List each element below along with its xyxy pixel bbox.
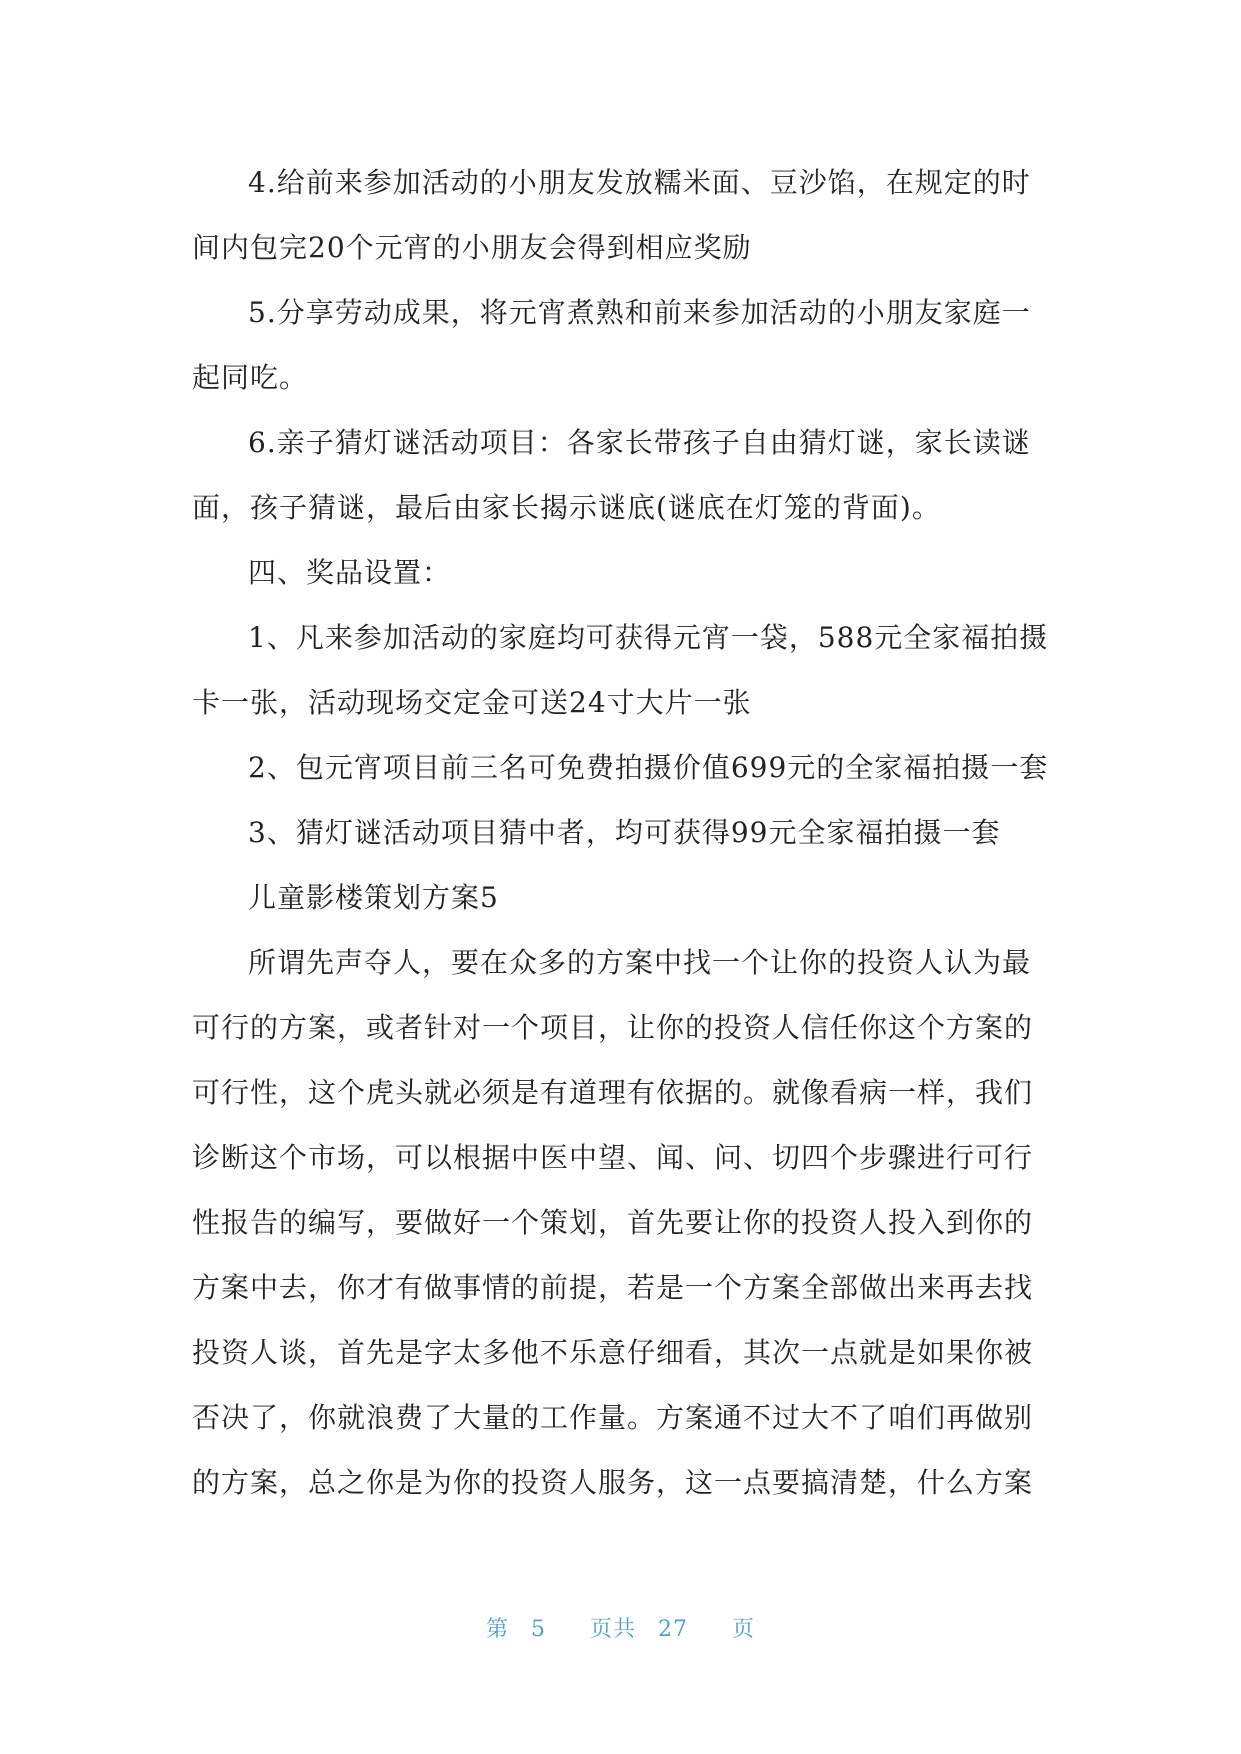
section-title: 儿童影楼策划方案5 <box>248 881 499 914</box>
paragraph-line: 卡一张，活动现场交定金可送24寸大片一张 <box>192 686 752 719</box>
paragraph-line: 可行性，这个虎头就必须是有道理有依据的。就像看病一样，我们 <box>192 1076 1034 1109</box>
current-page-number: 5 <box>530 1617 546 1642</box>
paragraph-line: 投资人谈，首先是字太多他不乐意仔细看，其次一点就是如果你被 <box>192 1336 1034 1369</box>
page-footer <box>0 1612 1241 1643</box>
footer-label-total: 页共 <box>589 1617 636 1642</box>
paragraph-line: 方案中去，你才有做事情的前提，若是一个方案全部做出来再去找 <box>192 1271 1034 1304</box>
paragraph-line: 的方案，总之你是为你的投资人服务，这一点要搞清楚，什么方案 <box>192 1466 1034 1499</box>
paragraph-line: 面，孩子猜谜，最后由家长揭示谜底(谜底在灯笼的背面)。 <box>192 491 941 524</box>
paragraph-line: 6.亲子猜灯谜活动项目：各家长带孩子自由猜灯谜，家长读谜 <box>248 426 1031 459</box>
paragraph-line: 性报告的编写，要做好一个策划，首先要让你的投资人投入到你的 <box>192 1206 1034 1239</box>
paragraph-line: 间内包完20个元宵的小朋友会得到相应奖励 <box>192 231 752 264</box>
footer-label-page: 第 <box>485 1617 509 1642</box>
paragraph-line: 诊断这个市场，可以根据中医中望、闻、问、切四个步骤进行可行 <box>192 1141 1034 1174</box>
paragraph-line: 可行的方案，或者针对一个项目，让你的投资人信任你这个方案的 <box>192 1011 1034 1044</box>
paragraph-line: 4.给前来参加活动的小朋友发放糯米面、豆沙馅，在规定的时 <box>248 166 1031 199</box>
paragraph-line: 5.分享劳动成果，将元宵煮熟和前来参加活动的小朋友家庭一 <box>248 296 1031 329</box>
paragraph-line: 所谓先声夺人，要在众多的方案中找一个让你的投资人认为最 <box>248 946 1032 979</box>
footer-label-end: 页 <box>732 1617 756 1642</box>
paragraph-line: 2、包元宵项目前三名可免费拍摄价值699元的全家福拍摄一套 <box>248 751 1049 784</box>
total-pages: 27 <box>658 1617 688 1642</box>
paragraph-line: 否决了，你就浪费了大量的工作量。方案通不过大不了咱们再做别 <box>192 1401 1034 1434</box>
paragraph-line: 1、凡来参加活动的家庭均可获得元宵一袋，588元全家福拍摄 <box>248 621 1049 654</box>
paragraph-line: 3、猜灯谜活动项目猜中者，均可获得99元全家福拍摄一套 <box>248 816 1001 849</box>
paragraph-line: 起同吃。 <box>192 361 309 394</box>
section-heading: 四、奖品设置： <box>248 556 452 589</box>
document-body <box>192 150 1052 1515</box>
